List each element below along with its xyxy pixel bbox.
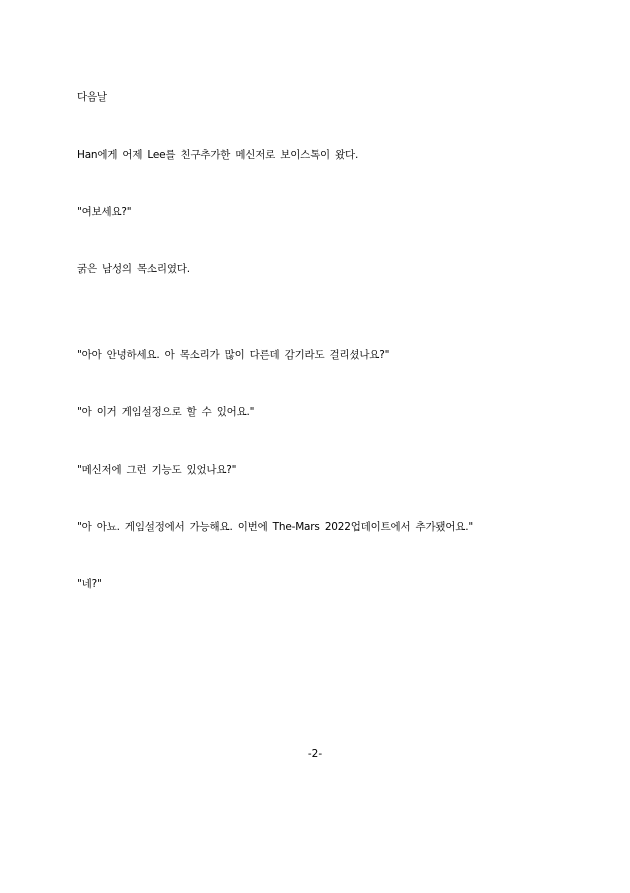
paragraph-reply: "네?" bbox=[77, 578, 102, 590]
paragraph-next-day: 다음날 bbox=[77, 91, 107, 103]
paragraph-voice-call: Han에게 어제 Lee를 친구추가한 메신저로 보이스톡이 왔다. bbox=[77, 149, 359, 161]
paragraph-hello: "여보세요?" bbox=[77, 206, 132, 218]
page-number: -2- bbox=[307, 748, 323, 760]
paragraph-game-setting: "아 이거 게임설정으로 할 수 있어요." bbox=[77, 406, 255, 418]
paragraph-male-voice: 굵은 남성의 목소리였다. bbox=[77, 263, 190, 275]
paragraph-update: "아 아뇨. 게임설정에서 가능해요. 이번에 The-Mars 2022업데이트에서 추가됐어요." bbox=[77, 521, 474, 533]
paragraph-messenger-feature: "메신저에 그런 기능도 있었나요?" bbox=[77, 464, 237, 476]
paragraph-greeting-question: "아아 안녕하세요. 아 목소리가 많이 다른데 감기라도 걸리셨나요?" bbox=[77, 349, 390, 361]
